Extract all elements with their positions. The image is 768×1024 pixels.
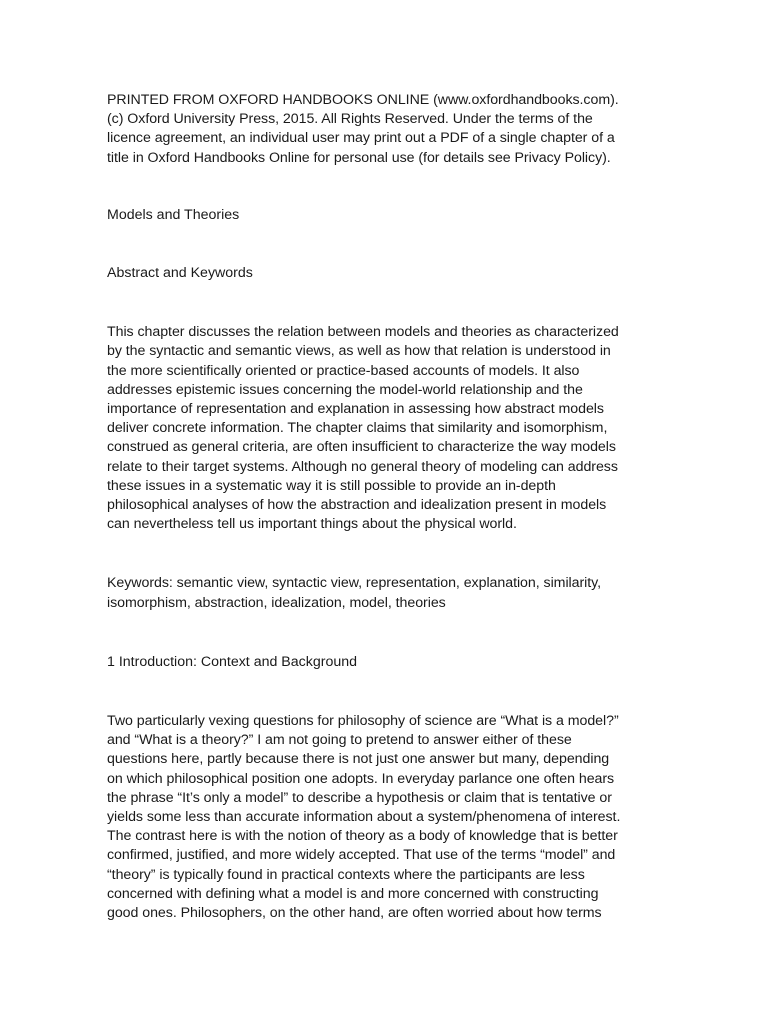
spacer <box>107 168 667 206</box>
intro-line: good ones. Philosophers, on the other hand, are often worried about how terms <box>107 905 602 922</box>
abstract-line: importance of representation and explanation in assessing how abstract models <box>107 401 604 418</box>
copyright-line: title in Oxford Handbooks Online for personal use (for details see Privacy Policy). <box>107 149 611 166</box>
spacer <box>107 672 667 712</box>
keywords-line: Keywords: semantic view, syntactic view, representation, explanation, similarity, <box>107 575 602 592</box>
abstract-line: the more scientifically oriented or practice-based accounts of models. It also <box>107 362 580 379</box>
abstract-paragraph <box>107 323 667 534</box>
intro-line: on which philosophical position one adopts. In everyday parlance one often hears <box>107 770 615 787</box>
spacer <box>107 613 667 653</box>
intro-line: concerned with defining what a model is and more concerned with constructing <box>107 885 599 902</box>
document-page <box>107 91 667 923</box>
intro-line: The contrast here is with the notion of theory as a body of knowledge that is better <box>107 828 618 845</box>
abstract-line: addresses epistemic issues concerning the model-world relationship and the <box>107 381 583 398</box>
intro-line: the phrase “It’s only a model” to describe a hypothesis or claim that is tentative or <box>107 789 612 806</box>
abstract-line: these issues in a systematic way it is still possible to provide an in-depth <box>107 477 556 494</box>
abstract-line: philosophical analyses of how the abstraction and idealization present in models <box>107 497 607 514</box>
intro-line: questions here, partly because there is not just one answer but many, depending <box>107 751 610 768</box>
abstract-line: This chapter discusses the relation between models and theories as characterized <box>107 324 619 341</box>
copyright-line: (c) Oxford University Press, 2015. All Rights Reserved. Under the terms of the <box>107 111 593 128</box>
intro-paragraph <box>107 712 667 923</box>
copyright-line: licence agreement, an individual user may print out a PDF of a single chapter of a <box>107 130 615 147</box>
chapter-title: Models and Theories <box>107 206 240 223</box>
section-heading: 1 Introduction: Context and Background <box>107 653 358 670</box>
abstract-line: can nevertheless tell us important things about the physical world. <box>107 516 517 533</box>
intro-line: “theory” is typically found in practical contexts where the participants are less <box>107 866 585 883</box>
abstract-heading: Abstract and Keywords <box>107 265 253 282</box>
abstract-line: relate to their target systems. Although no general theory of modeling can address <box>107 458 618 475</box>
keywords-line: isomorphism, abstraction, idealization, model, theories <box>107 594 446 611</box>
copyright-notice <box>107 91 667 168</box>
spacer <box>107 225 667 264</box>
intro-line: yields some less than accurate information about a system/phenomena of interest. <box>107 809 621 826</box>
abstract-line: by the syntactic and semantic views, as well as how that relation is understood in <box>107 343 611 360</box>
intro-line: Two particularly vexing questions for philosophy of science are “What is a model?” <box>107 713 619 730</box>
spacer <box>107 283 667 323</box>
intro-line: and “What is a theory?” I am not going to pretend to answer either of these <box>107 732 572 749</box>
spacer <box>107 534 667 574</box>
abstract-line: construed as general criteria, are often insufficient to characterize the way models <box>107 439 616 456</box>
copyright-line: PRINTED FROM OXFORD HANDBOOKS ONLINE (www.oxfordhandbooks.com). <box>107 92 619 108</box>
keywords-paragraph <box>107 574 667 612</box>
intro-line: confirmed, justified, and more widely accepted. That use of the terms “model” and <box>107 847 616 864</box>
abstract-line: deliver concrete information. The chapter claims that similarity and isomorphism, <box>107 420 608 437</box>
